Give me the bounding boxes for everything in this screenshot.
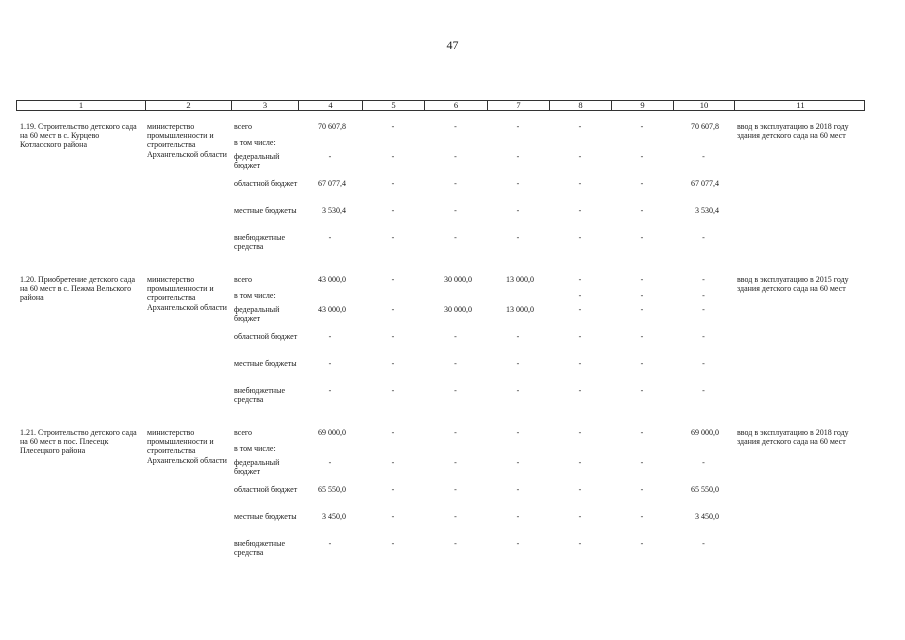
table-value: - [454, 539, 457, 548]
table-value: - [516, 332, 520, 341]
row-label: местные бюджеты [234, 512, 297, 521]
table-value: - [578, 512, 582, 521]
column-header: 8 [550, 101, 612, 110]
row-label: в том числе: [234, 291, 276, 300]
table-value: - [640, 512, 644, 521]
table-value: - [578, 122, 582, 131]
table-value: - [391, 152, 395, 161]
table-value: - [578, 428, 582, 437]
table-value: 69 000,0 [318, 428, 346, 437]
table-value: - [391, 386, 395, 395]
table-value: - [328, 458, 332, 467]
row-label: всего [234, 428, 253, 437]
table-value: - [578, 233, 582, 242]
table-value: - [454, 386, 457, 395]
table-value: - [640, 179, 644, 188]
table-value: - [578, 386, 582, 395]
table-value: 3 530,4 [322, 206, 346, 215]
table-value: - [640, 233, 644, 242]
table-value: - [328, 233, 332, 242]
table-value: - [516, 458, 520, 467]
table-value: - [516, 512, 520, 521]
table-value: - [454, 359, 457, 368]
table-value: 30 000,0 [444, 275, 472, 284]
table-value: - [391, 179, 395, 188]
ministry-cell: министерство промышленности и строительства Архангельской области [147, 122, 227, 159]
table-value: - [640, 291, 644, 300]
table-value: - [578, 539, 582, 548]
table-value: - [454, 485, 457, 494]
table-value: - [578, 359, 582, 368]
table-value: - [640, 275, 644, 284]
table-value: - [454, 152, 457, 161]
table-value: - [391, 332, 395, 341]
table-value: - [702, 386, 705, 395]
table-value: 3 530,4 [695, 206, 719, 215]
table-value: - [640, 206, 644, 215]
column-header: 10 [674, 101, 735, 110]
table-value: - [702, 359, 705, 368]
table-value: - [454, 179, 457, 188]
table-value: 13 000,0 [506, 275, 534, 284]
table-value: - [391, 122, 395, 131]
table-value: - [516, 386, 520, 395]
row-label: в том числе: [234, 444, 276, 453]
row-label: областной бюджет [234, 485, 298, 494]
table-value: - [578, 485, 582, 494]
table-value: - [640, 122, 644, 131]
table-value: 3 450,0 [695, 512, 719, 521]
table-value: 67 077,4 [318, 179, 346, 188]
table-value: - [454, 332, 457, 341]
table-value: 65 550,0 [318, 485, 346, 494]
row-label: федеральный бюджет [234, 152, 280, 171]
table-value: - [454, 458, 457, 467]
table-value: - [454, 512, 457, 521]
table-value: - [640, 359, 644, 368]
table-value: - [578, 291, 582, 300]
table-value: - [391, 359, 395, 368]
table-value: - [391, 458, 395, 467]
row-label: федеральный бюджет [234, 458, 280, 477]
table-value: - [391, 206, 395, 215]
table-value: 70 607,8 [691, 122, 719, 131]
table-value: - [578, 275, 582, 284]
table-header-row [16, 100, 865, 111]
table-value: - [702, 275, 705, 284]
section-title: 1.21. Строительство детского сада на 60 мест в пос. Плесецк Плесецкого района [20, 428, 137, 456]
row-label: всего [234, 122, 253, 131]
table-value: 30 000,0 [444, 305, 472, 314]
table-value: - [578, 332, 582, 341]
table-value: - [640, 539, 644, 548]
table-value: - [640, 458, 644, 467]
table-value: - [328, 152, 332, 161]
row-label: областной бюджет [234, 179, 298, 188]
table-value: - [391, 275, 395, 284]
table-value: 70 607,8 [318, 122, 346, 131]
ministry-cell: министерство промышленности и строительства Архангельской области [147, 275, 227, 312]
row-label: областной бюджет [234, 332, 298, 341]
row-label: всего [234, 275, 253, 284]
table-value: - [328, 386, 332, 395]
table-value: - [640, 152, 644, 161]
column-header: 4 [299, 101, 363, 110]
table-value: - [454, 233, 457, 242]
table-value: - [454, 122, 457, 131]
table-value: - [640, 386, 644, 395]
column-header: 9 [612, 101, 674, 110]
table-value: - [702, 458, 705, 467]
column-header: 7 [488, 101, 550, 110]
row-label: внебюджетные средства [234, 233, 285, 252]
table-value: - [454, 206, 457, 215]
row-label: внебюджетные средства [234, 386, 285, 405]
table-value: 65 550,0 [691, 485, 719, 494]
column-header: 11 [796, 100, 805, 110]
table-value: - [578, 305, 582, 314]
row-label: в том числе: [234, 138, 276, 147]
table-value: - [578, 179, 582, 188]
table-value: - [516, 485, 520, 494]
table-value: - [702, 332, 705, 341]
table-value: - [516, 152, 520, 161]
column-header: 2 [146, 101, 232, 110]
table-value: - [516, 539, 520, 548]
table-value: - [391, 305, 395, 314]
table-value: - [516, 206, 520, 215]
table-value: - [516, 233, 520, 242]
table-value: - [640, 305, 644, 314]
column-header: 6 [425, 101, 488, 110]
table-value: 13 000,0 [506, 305, 534, 314]
table-value: - [640, 485, 644, 494]
table-value: - [702, 539, 705, 548]
table-value: - [702, 233, 705, 242]
table-value: - [454, 428, 457, 437]
column-header: 3 [232, 101, 299, 110]
table-value: 43 000,0 [318, 275, 346, 284]
table-value: 43 000,0 [318, 305, 346, 314]
table-value: 3 450,0 [322, 512, 346, 521]
table-value: - [516, 122, 520, 131]
section-title: 1.20. Приобретение детского сада на 60 мест в с. Пежма Вельского района [20, 275, 135, 303]
result-cell: ввод в эксплуатацию в 2015 году здания детского сада на 60 мест [737, 275, 849, 294]
table-value: - [578, 152, 582, 161]
row-label: местные бюджеты [234, 206, 297, 215]
table-value: - [578, 458, 582, 467]
table-value: - [328, 539, 332, 548]
result-cell: ввод в эксплуатацию в 2018 году здания детского сада на 60 мест [737, 428, 849, 447]
table-value: - [516, 359, 520, 368]
ministry-cell: министерство промышленности и строительства Архангельской области [147, 428, 227, 465]
table-value: - [328, 332, 332, 341]
page-number: 47 [446, 38, 459, 52]
table-value: - [702, 305, 705, 314]
table-value: 67 077,4 [691, 179, 719, 188]
result-cell: ввод в эксплуатацию в 2018 году здания детского сада на 60 мест [737, 122, 849, 141]
row-label: федеральный бюджет [234, 305, 280, 324]
table-value: - [391, 539, 395, 548]
row-label: местные бюджеты [234, 359, 297, 368]
table-value: - [702, 291, 705, 300]
column-header: 5 [363, 101, 425, 110]
table-value: - [391, 512, 395, 521]
table-value: - [702, 152, 705, 161]
table-value: - [391, 233, 395, 242]
table-value: - [640, 428, 644, 437]
table-value: - [640, 332, 644, 341]
table-value: - [391, 485, 395, 494]
table-value: - [516, 428, 520, 437]
table-value: - [516, 179, 520, 188]
table-value: - [578, 206, 582, 215]
column-header: 1 [17, 101, 146, 110]
table-value: - [328, 359, 332, 368]
table-value: 69 000,0 [691, 428, 719, 437]
row-label: внебюджетные средства [234, 539, 285, 558]
table-value: - [391, 428, 395, 437]
section-title: 1.19. Строительство детского сада на 60 мест в с. Курцево Котласского района [20, 122, 137, 150]
